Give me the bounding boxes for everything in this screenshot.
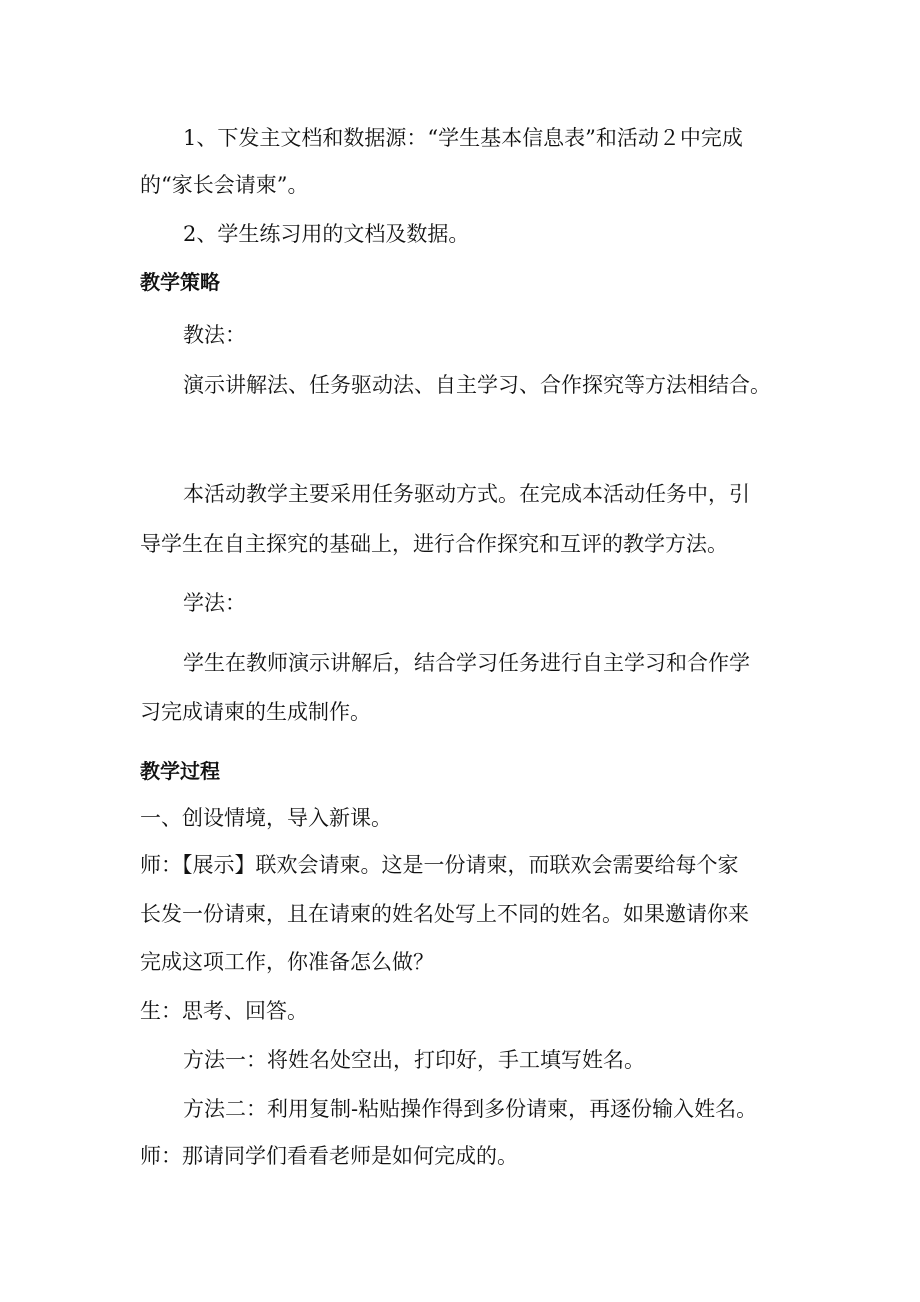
section-heading-process: 教学过程 (140, 759, 220, 783)
process-step-1: 一、创设情境，导入新课。 (140, 806, 392, 830)
teacher-line-2: 长发一份请柬，且在请柬的姓名处写上不同的姓名。如果邀请你来 (140, 902, 749, 926)
student-response: 生：思考、回答。 (140, 999, 308, 1023)
resource-item-2: 2、学生练习用的文档及数据。 (183, 222, 470, 246)
teacher-line-1: 师：【展示】联欢会请柬。这是一份请柬，而联欢会需要给每个家 (140, 853, 739, 877)
strategy-desc-line-2: 导学生在自主探究的基础上，进行合作探究和互评的教学方法。 (140, 532, 728, 556)
learning-method-line-2: 习完成请柬的生成制作。 (140, 700, 371, 724)
learning-method-label: 学法： (183, 591, 246, 615)
strategy-desc-line-1: 本活动教学主要采用任务驱动方式。在完成本活动任务中，引 (183, 482, 750, 506)
teacher-closing-line: 师：那请同学们看看老师是如何完成的。 (140, 1144, 518, 1168)
method-one: 方法一：将姓名处空出，打印好，手工填写姓名。 (183, 1048, 645, 1072)
resource-item-1-line-1: 1、下发主文档和数据源：“学生基本信息表”和活动２中完成 (183, 126, 743, 150)
method-two: 方法二：利用复制-粘贴操作得到多份请柬，再逐份输入姓名。 (183, 1097, 758, 1121)
teaching-method-label: 教法： (183, 323, 246, 347)
learning-method-line-1: 学生在教师演示讲解后，结合学习任务进行自主学习和合作学 (183, 651, 750, 675)
section-heading-strategy: 教学策略 (140, 270, 220, 294)
teaching-method-text: 演示讲解法、任务驱动法、自主学习、合作探究等方法相结合。 (183, 373, 771, 397)
teacher-line-3: 完成这项工作，你准备怎么做？ (140, 950, 434, 974)
resource-item-1-line-2: 的“家长会请柬”。 (140, 173, 309, 197)
